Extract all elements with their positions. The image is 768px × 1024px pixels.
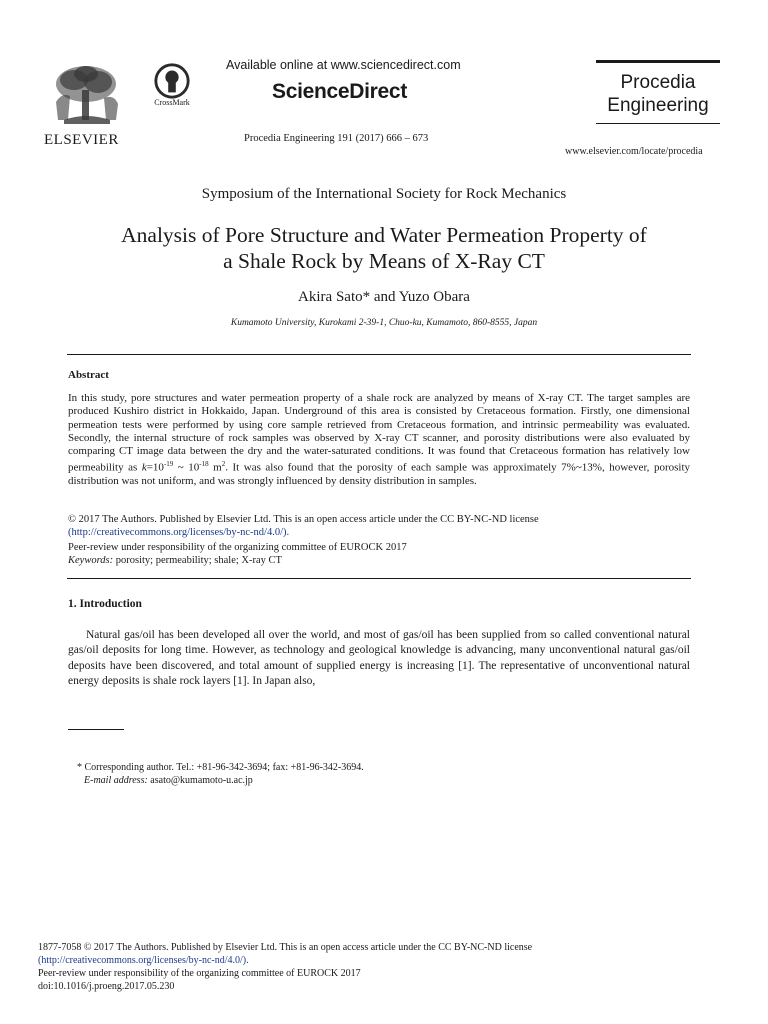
email-address[interactable]: asato@kumamoto-u.ac.jp (147, 775, 253, 786)
abstract-body: In this study, pore structures and water permeation property of a shale rock are analyzed by means of X-ray CT. The target samples are produced Kushiro district in Hokkaido, Japan. Underground of this area is consisted by Cretaceous formation. Firstly, one dimensional permeation tests were performed by using core sample retrieved from Cretaceous formation, and intrinsic permeability was evaluated. Secondly, the internal structure of rock samples was observed by X-ray CT scanner, and porosity distributions were also evaluated by comparing CT image data between the dry and the water-saturated conditions. It was found that Cretaceous formation has relatively low permeability as $k=10^{-19}$ ~ $10^{-18}$ $m^2$. It was also found that the porosity of each sample was approximately 7%~13%, however, porosity distribution was not uniform, and was strongly influenced by density distribution in samples. (68, 392, 691, 488)
doi[interactable]: doi:10.1016/j.proeng.2017.05.230 (38, 981, 175, 992)
elsevier-tree-logo (44, 62, 126, 132)
available-online-text: Available online at www.sciencedirect.com (226, 58, 461, 72)
license-link[interactable]: (http://creativecommons.org/licenses/by-nc-nd/4.0/). (68, 526, 290, 538)
journal-title-box (596, 60, 720, 124)
abstract-license: © 2017 The Authors. Published by Elsevier Ltd. This is an open access article under the CC BY-NC-ND license (http://creativecommons.org/licenses/by-nc-nd/4.0/). (68, 514, 690, 539)
abstract-bottom-rule (67, 578, 691, 579)
elsevier-wordmark: ELSEVIER (44, 132, 119, 148)
author-list: Akira Sato* and Yuzo Obara (298, 289, 470, 305)
paper-title: Analysis of Pore Structure and Water Permeation Property of a Shale Rock by Means of X-Ray CT (121, 223, 647, 273)
author-affiliation: Kumamoto University, Kurokami 2-39-1, Chuo-ku, Kumamoto, 860-8555, Japan (230, 318, 538, 328)
keywords-list: porosity; permeability; shale; X-ray CT (113, 555, 282, 566)
footer-peer-review: Peer-review under responsibility of the organizing committee of EUROCK 2017 (38, 968, 361, 979)
sciencedirect-logo[interactable]: ScienceDirect (272, 80, 408, 103)
introduction-paragraph: Natural gas/oil has been developed all over the world, and most of gas/oil has been supplied from so called conventional natural gas/oil deposits for long time. However, as technology and geological knowledge is advancing, many unconventional natural gas/oil deposits have been discovered, and total amount of supplied energy is increasing [1]. The representative of unconventional natural energy deposits is shale rock layers [1]. In Japan also, (68, 629, 690, 688)
abstract-top-rule (67, 354, 691, 355)
abstract-heading: Abstract (68, 369, 109, 381)
keywords-label: Keywords: (68, 555, 114, 566)
journal-title: Procedia Engineering (607, 72, 709, 116)
email-note: E-mail address: asato@kumamoto-u.ac.jp (84, 775, 253, 786)
section-heading-introduction: 1. Introduction (68, 598, 142, 610)
journal-url-link[interactable]: www.elsevier.com/locate/procedia (565, 146, 703, 157)
crossmark-icon[interactable] (152, 62, 192, 100)
corresponding-author-note: * Corresponding author. Tel.: +81-96-342-3694; fax: +81-96-342-3694. (77, 762, 364, 773)
footnote-rule (68, 729, 124, 730)
peer-review-note: Peer-review under responsibility of the organizing committee of EUROCK 2017 (68, 542, 407, 553)
crossmark-label: CrossMark (154, 98, 190, 107)
page-footer (38, 941, 738, 993)
issn-license-line: 1877-7058 © 2017 The Authors. Published by Elsevier Ltd. This is an open access article under the CC BY-NC-ND license (38, 942, 533, 953)
symposium-name: Symposium of the International Society for Rock Mechanics (201, 186, 567, 202)
footer-license-link[interactable]: (http://creativecommons.org/licenses/by-nc-nd/4.0/). (38, 955, 249, 966)
keywords (68, 555, 282, 566)
journal-citation: Procedia Engineering 191 (2017) 666 – 673 (244, 133, 429, 144)
